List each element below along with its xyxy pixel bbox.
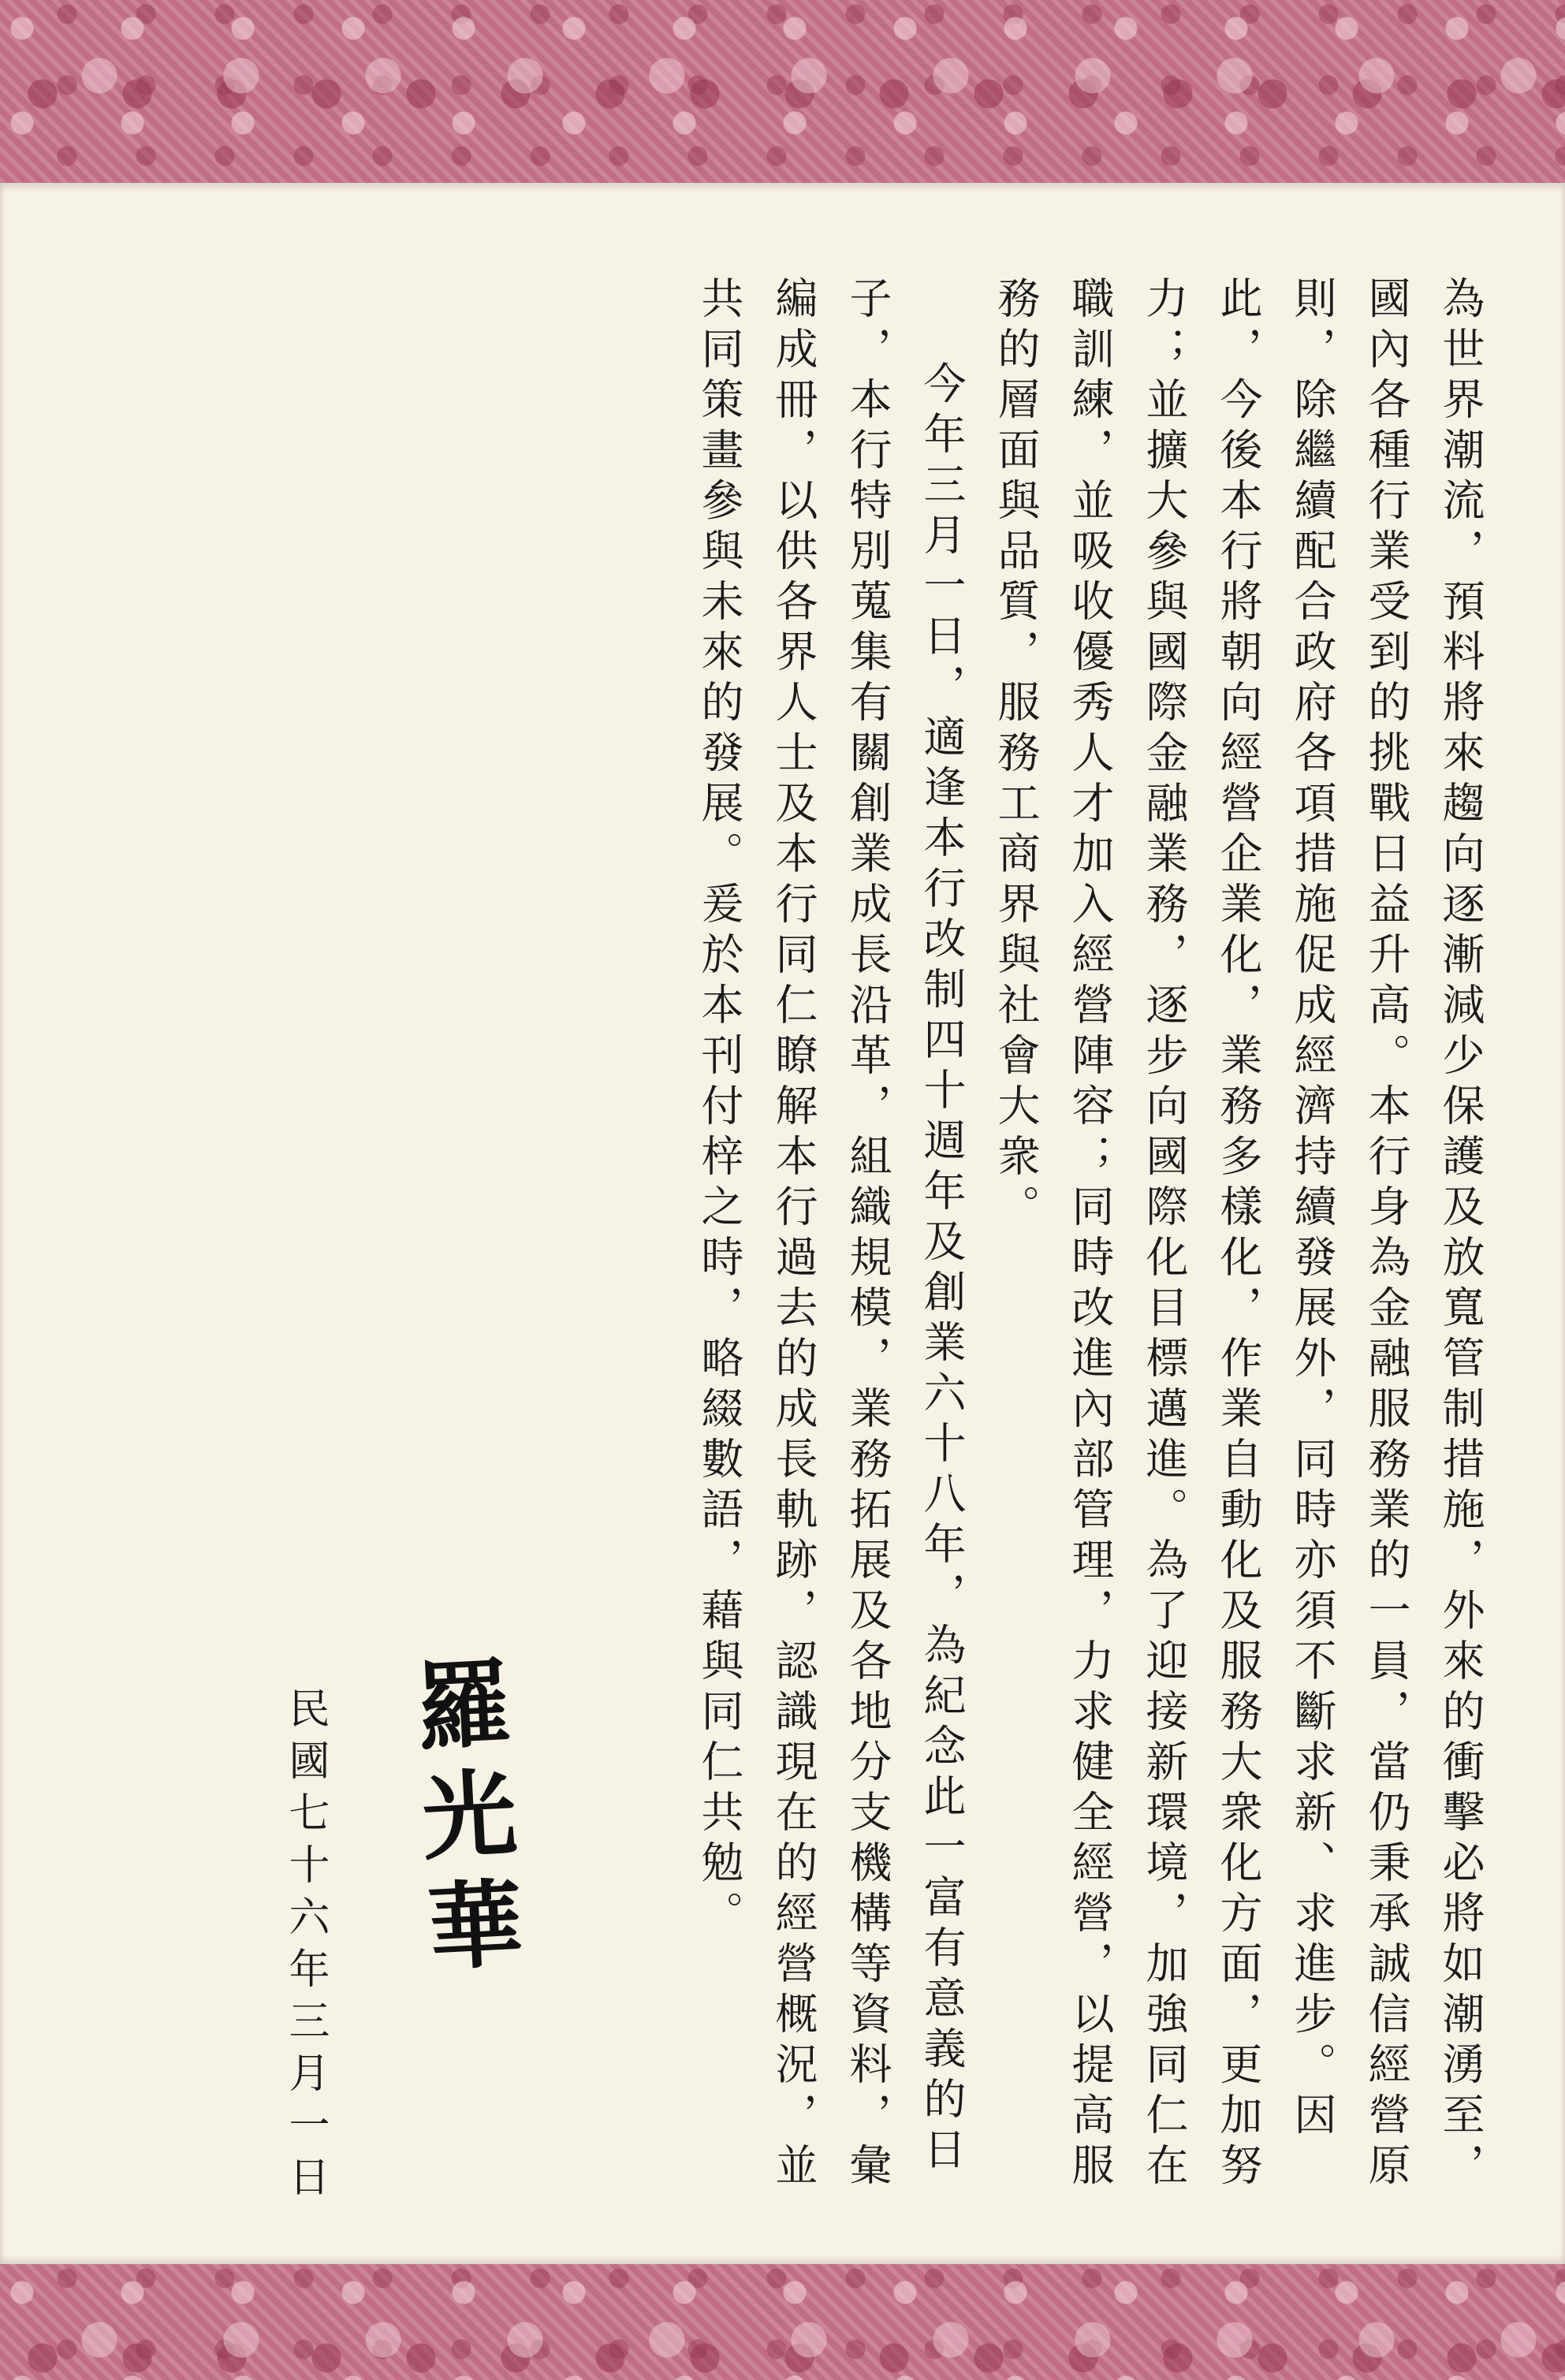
top-floral-border bbox=[0, 0, 1565, 183]
article-paragraph-2: 今年三月一日，適逢本行改制四十週年及創業六十八年，為紀念此一富有意義的日子，本行特別蒐集有關創業成長沿革，組織規模，業務拓展及各地分支機構等資料，彙編成冊，以供各界人士及本行同仁瞭解本行過去的成長軌跡，認識現在的經營概況，並共同策畫參與未來的發展。爰於本刊付梓之時，略綴數語，藉與同仁共勉。 bbox=[695, 276, 967, 2193]
bottom-floral-border bbox=[0, 2264, 1565, 2380]
article-paragraph-1: 為世界潮流，預料將來趨向逐漸減少保護及放寬管制措施，外來的衝擊必將如潮湧至，國內各種行業受到的挑戰日益升高。本行身為金融服務業的一員，當仍秉承誠信經營原則，除繼續配合政府各項措施促成經濟持續發展外，同時亦須不斷求新、求進步。因此，今後本行將朝向經營企業化，業務多樣化，作業自動化及服務大衆化方面，更加努力；並擴大參與國際金融業務，逐步向國際化目標邁進。為了迎接新環境，加強同仁在職訓練，並吸收優秀人才加入經營陣容；同時改進內部管理，力求健全經營，以提高服務的層面與品質，服務工商界與社會大衆。 bbox=[991, 276, 1485, 2193]
signing-date: 民國七十六年三月一日 bbox=[281, 1687, 329, 2207]
article-body bbox=[682, 276, 1497, 2215]
author-signature: 羅光華 bbox=[398, 1652, 527, 1990]
